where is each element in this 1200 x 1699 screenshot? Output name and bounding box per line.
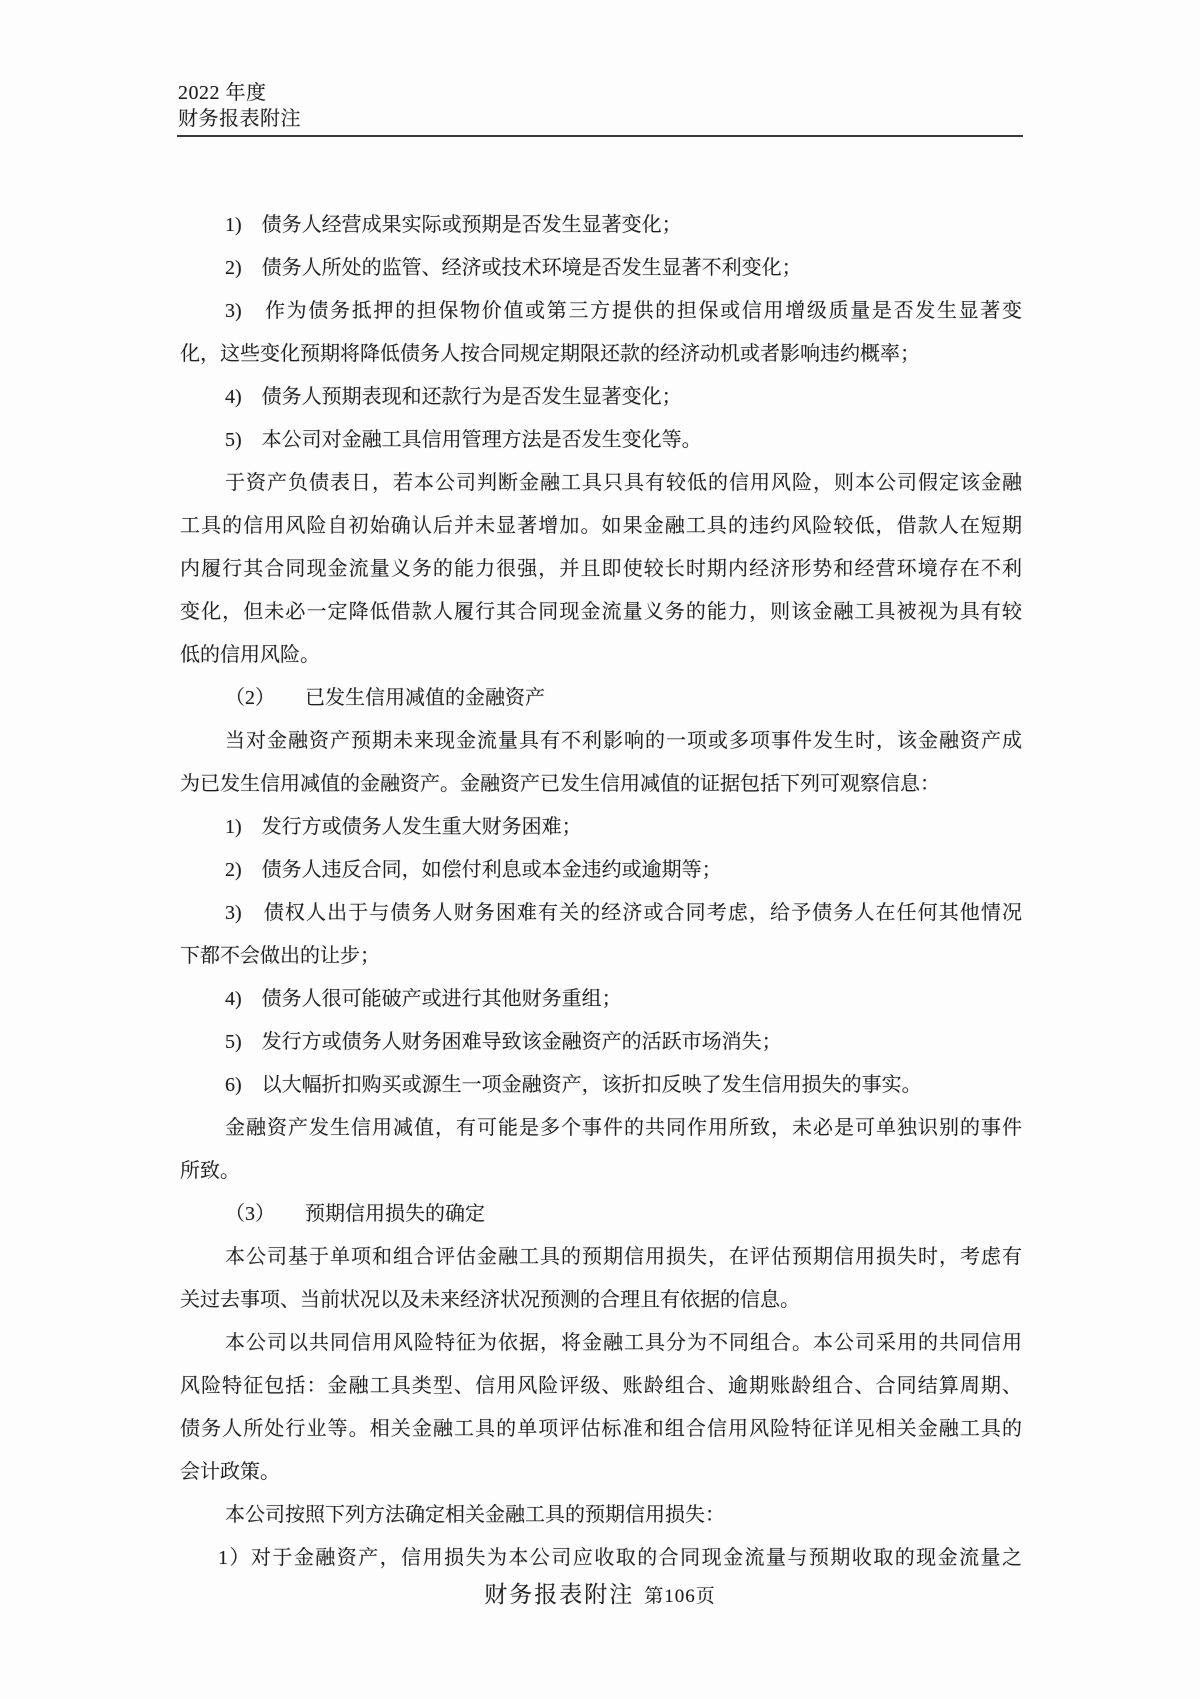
body-text <box>180 204 1022 1580</box>
body-line: 当对金融资产预期未来现金流量具有不利影响的一项或多项事件发生时，该金融资产成 <box>225 730 1022 752</box>
footer-doc-title: 财务报表附注 <box>484 1582 635 1607</box>
body-line: 1) 债务人经营成果实际或预期是否发生显著变化； <box>225 214 682 236</box>
body-line: 2) 债务人违反合同，如偿付利息或本金违约或逾期等； <box>225 859 722 881</box>
body-line: 金融资产发生信用减值，有可能是多个事件的共同作用所致，未必是可单独识别的事件 <box>225 1117 1022 1139</box>
body-line: 1）对于金融资产，信用损失为本公司应收取的合同现金流量与预期收取的现金流量之 <box>218 1547 1022 1569</box>
body-line: 1) 发行方或债务人发生重大财务困难； <box>225 816 582 838</box>
body-line: 本公司以共同信用风险特征为依据，将金融工具分为不同组合。本公司采用的共同信用 <box>225 1332 1022 1354</box>
body-line: 下都不会做出的让步； <box>180 945 380 967</box>
body-line: 本公司按照下列方法确定相关金融工具的预期信用损失： <box>225 1504 725 1526</box>
header-rule <box>177 135 1023 137</box>
body-line: 风险特征包括：金融工具类型、信用风险评级、账龄组合、逾期账龄组合、合同结算周期、 <box>180 1375 1022 1397</box>
body-line: 会计政策。 <box>180 1461 280 1483</box>
body-line: 5) 发行方或债务人财务困难导致该金融资产的活跃市场消失； <box>225 1031 782 1053</box>
footer-page-number: 第106页 <box>644 1586 716 1607</box>
body-line: 于资产负债表日，若本公司判断金融工具只具有较低的信用风险，则本公司假定该金融 <box>225 472 1022 494</box>
body-line: 所致。 <box>180 1160 240 1182</box>
body-line: 4) 债务人预期表现和还款行为是否发生显著变化； <box>225 386 682 408</box>
body-line: 为已发生信用减值的金融资产。金融资产已发生信用减值的证据包括下列可观察信息： <box>180 773 940 795</box>
page-header <box>178 80 301 132</box>
body-line: 本公司基于单项和组合评估金融工具的预期信用损失，在评估预期信用损失时，考虑有 <box>225 1246 1022 1268</box>
header-doc-title: 财务报表附注 <box>178 108 301 130</box>
body-line: 3) 债权人出于与债务人财务困难有关的经济或合同考虑，给予债务人在任何其他情况 <box>225 902 1022 924</box>
body-line: 5) 本公司对金融工具信用管理方法是否发生变化等。 <box>225 429 702 451</box>
body-line: 4) 债务人很可能破产或进行其他财务重组； <box>225 988 622 1010</box>
body-line: 化，这些变化预期将降低债务人按合同规定期限还款的经济动机或者影响违约概率； <box>180 343 920 365</box>
body-line: 工具的信用风险自初始确认后并未显著增加。如果金融工具的违约风险较低，借款人在短期 <box>180 515 1022 537</box>
body-line: 内履行其合同现金流量义务的能力很强，并且即使较长时期内经济形势和经营环境存在不利 <box>180 558 1022 580</box>
body-line: 变化，但未必一定降低借款人履行其合同现金流量义务的能力，则该金融工具被视为具有较 <box>180 601 1022 623</box>
body-line: 2) 债务人所处的监管、经济或技术环境是否发生显著不利变化； <box>225 257 802 279</box>
header-year: 2022 年度 <box>178 82 267 104</box>
body-line: 低的信用风险。 <box>180 644 320 666</box>
body-line: 债务人所处行业等。相关金融工具的单项评估标准和组合信用风险特征详见相关金融工具的 <box>180 1418 1022 1440</box>
body-line: 3) 作为债务抵押的担保物价值或第三方提供的担保或信用增级质量是否发生显著变 <box>225 300 1022 322</box>
body-line: 6) 以大幅折扣购买或源生一项金融资产，该折扣反映了发生信用损失的事实。 <box>225 1074 922 1096</box>
page-footer <box>0 1576 1200 1609</box>
body-line: 关过去事项、当前状况以及未来经济状况预测的合理且有依据的信息。 <box>180 1289 800 1311</box>
section-heading: （3） 预期信用损失的确定 <box>225 1203 485 1225</box>
section-heading: （2） 已发生信用减值的金融资产 <box>225 687 545 709</box>
